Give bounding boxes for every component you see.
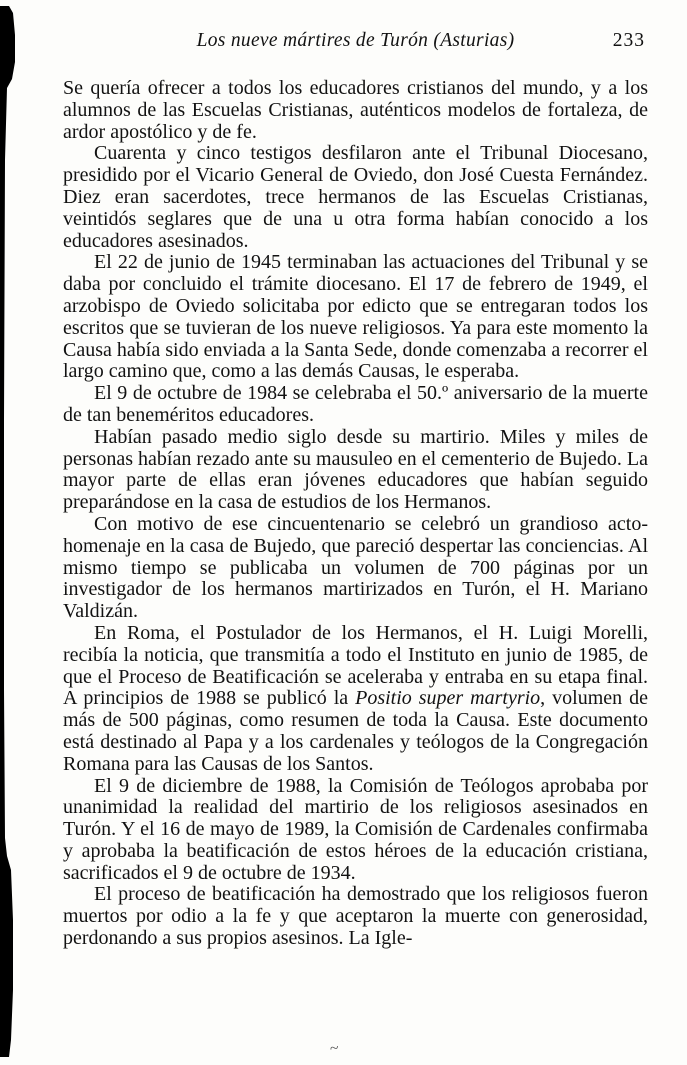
text-segment: El 9 de diciembre de 1988, la Comisión de Teólogos aprobaba por unanimidad la realidad del martirio de los religiosos asesinados en Turón. Y el 16 de mayo de 1989, la Comisión de Cardenales confirmaba y aprobaba la beatificación de estos héroes de la educación cristiana, sacrificados el 9 de octubre de 1934.: [63, 774, 648, 884]
text-segment: Habían pasado medio siglo desde su martirio. Miles y miles de personas habían rezado ante su mausuleo en el cementerio de Bujedo. La mayor parte de ellas eran jóvenes educadores que habían seguido preparándose en la casa de estudios de los Hermanos.: [63, 425, 648, 514]
paragraph: [63, 776, 648, 885]
paragraph: [63, 383, 648, 427]
page-header: [63, 30, 648, 56]
paragraph: [63, 78, 648, 143]
text-segment: El 22 de junio de 1945 terminaban las actuaciones del Tribunal y se daba por concluido el trámite diocesano. El 17 de febrero de 1949, el arzobispo de Oviedo solicitaba por edicto que se entregaran todos los escritos que se tuvieran de los nueve religiosos. Ya para este momento la Causa había sido enviada a la Santa Sede, donde comenzaba a recorrer el largo camino que, como a las demás Causas, le esperaba.: [63, 251, 648, 383]
running-title: Los nueve mártires de Turón (Asturias): [196, 30, 515, 51]
italic-text-segment: Positio super martyrio: [355, 687, 541, 710]
binding-shadow: [0, 0, 20, 1065]
text-segment: El 9 de octubre de 1984 se celebraba el 50.º aniversario de la muerte de tan beneméritos educadores.: [63, 382, 648, 426]
paragraph: [63, 514, 648, 623]
paragraph: [63, 427, 648, 514]
text-segment: El proceso de beatificación ha demostrado que los religiosos fueron muertos por odio a la fe y que aceptaron la muerte con generosidad, perdonando a sus propios asesinos. La Igle-: [63, 883, 648, 950]
scan-artifact-mark: ~: [328, 1039, 340, 1058]
text-segment: , volumen de más de 500 páginas, como resumen de toda la Causa. Este documento está destinado al Papa y a los cardenales y teólogos de la Congregación Romana para las Causas de los Santos.: [63, 687, 648, 775]
page-body: [63, 78, 648, 950]
text-segment: Cuarenta y cinco testigos desfilaron ante el Tribunal Diocesano, presidido por el Vicario General de Oviedo, don José Cuesta Fernández. Diez eran sacerdotes, trece hermanos de las Escuelas Cristianas, veintidós seglares que de una u otra forma habían conocido a los educadores asesinados.: [63, 142, 648, 252]
text-segment: En Roma, el Postulador de los Hermanos, el H. Luigi Morelli, recibía la noticia, que transmitía a todo el Instituto en junio de 1985, de que el Proceso de Beatificación se aceleraba y entraba en su etapa final. A principios de 1988 se publicó la: [63, 621, 648, 710]
page-number: 233: [612, 30, 645, 51]
paragraph: [63, 252, 648, 383]
paragraph: [63, 623, 648, 776]
paragraph: [63, 143, 648, 252]
paragraph: [63, 884, 648, 949]
text-segment: Se quería ofrecer a todos los educadores cristianos del mundo, y a los alumnos de las Escuelas Cristianas, auténticos modelos de fortaleza, de ardor apostólico y de fe.: [63, 77, 648, 143]
text-segment: Con motivo de ese cincuentenario se celebró un grandioso acto-homenaje en la casa de Bujedo, que pareció despertar las conciencias. Al mismo tiempo se publicaba un volumen de 700 páginas por un investigador de los hermanos martirizados en Turón, el H. Mariano Valdizán.: [63, 512, 648, 623]
